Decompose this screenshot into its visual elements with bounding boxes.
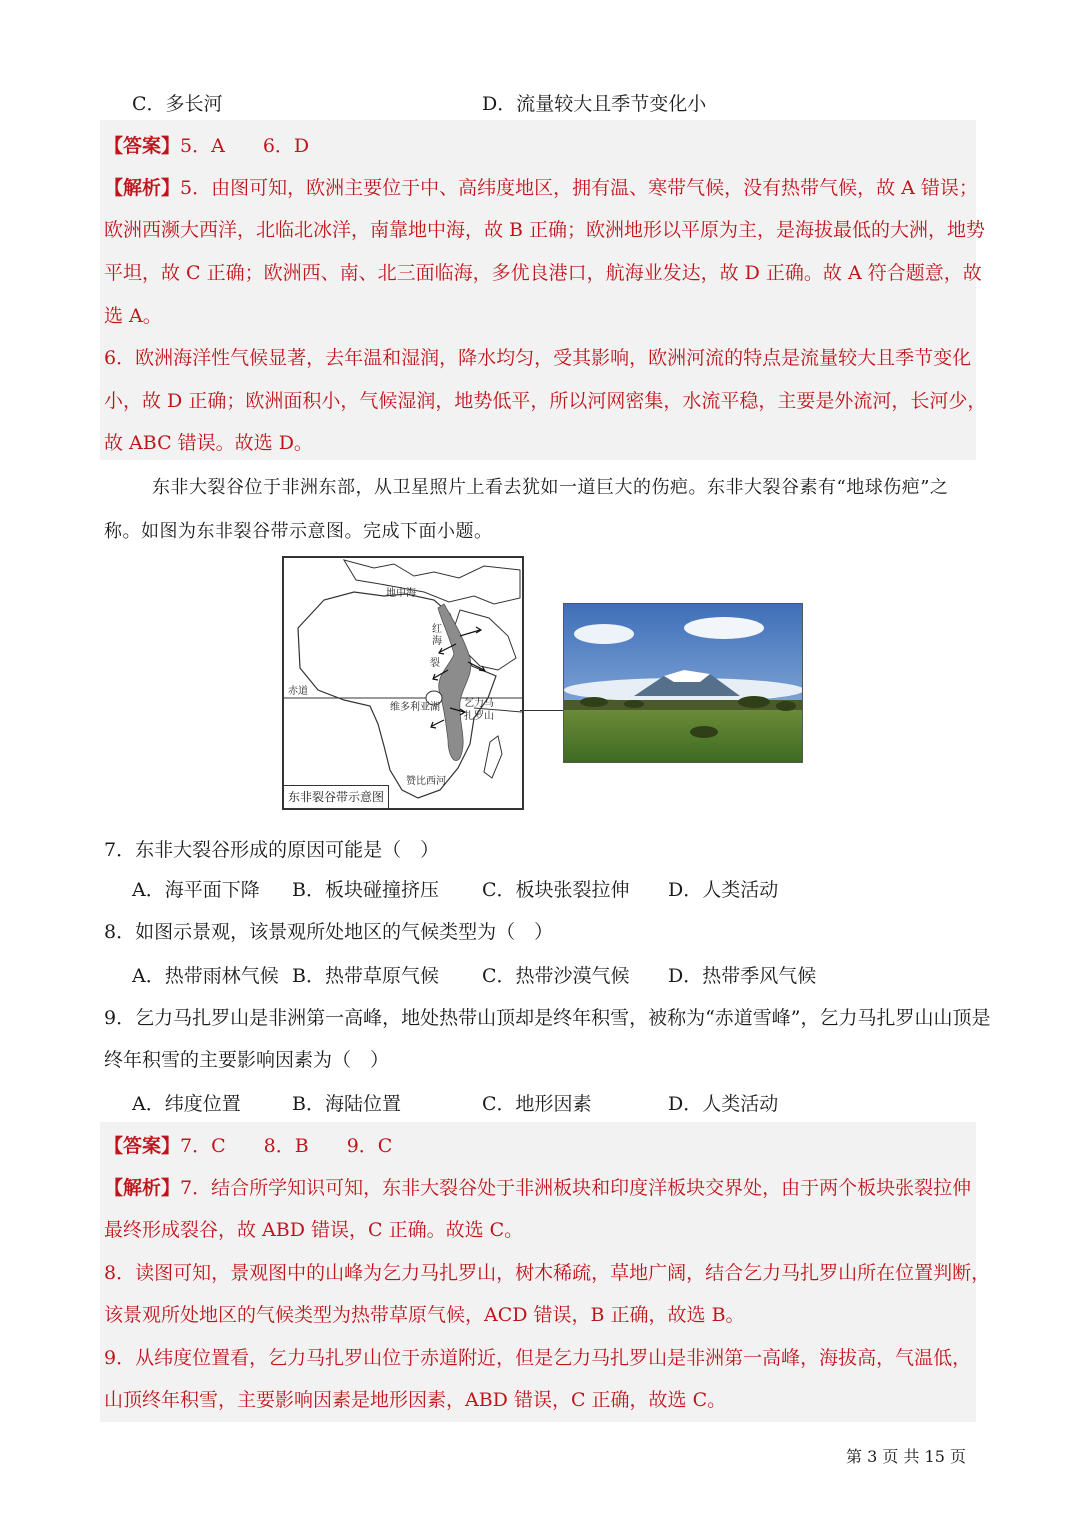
question-8-option-a: A．热带雨林气候 [132,965,279,987]
analysis-line: 故 ABC 错误。故选 D。 [104,432,313,454]
rift-label: 裂 [430,658,440,669]
question-7-option-a: A．海平面下降 [132,879,260,901]
passage-line: 东非大裂谷位于非洲东部，从卫星照片上看去犹如一道巨大的伤疤。东非大裂谷素有“地球伤疤”之 [152,477,949,498]
zambezi-label: 赞比西河 [406,776,446,787]
analysis-line: 欧洲西濒大西洋，北临北冰洋，南靠地中海，故 B 正确；欧洲地形以平原为主，是海拔最低的大洲，地势 [104,219,986,241]
rift-valley-map [282,556,524,810]
sea-char-label: 海 [432,636,442,647]
question-8-stem: 8．如图示景观，该景观所处地区的气候类型为（ ） [104,921,554,943]
answer-text: 5．A 6．D [180,135,310,157]
answer-text: 7．C 8．B 9．C [180,1135,393,1157]
answer-line-2 [104,1134,392,1158]
question-8-option-c: C．热带沙漠气候 [482,965,630,987]
question-8-option-d: D．热带季风气候 [668,965,817,987]
landscape-image [564,604,802,762]
analysis-line [104,1176,971,1200]
page-number: 第 3 页 共 15 页 [846,1447,966,1466]
question-9-stem: 9．乞力马扎罗山是非洲第一高峰，地处热带山顶却是终年积雪，被称为“赤道雪峰”，乞力马扎罗山山顶是 [104,1007,991,1029]
kilimanjaro-label-2: 扎罗山 [464,711,494,722]
kilimanjaro-photo [563,603,803,763]
question-7-option-c: C．板块张裂拉伸 [482,879,630,901]
answer-tag: 【答案】 [104,135,181,157]
question-7-option-d: D．人类活动 [668,879,779,901]
mediterranean-label: 地中海 [386,588,416,599]
option-c-prev: C．多长河 [132,93,223,115]
option-d-prev: D．流量较大且季节变化小 [482,93,707,115]
red-sea-label: 红 [432,624,442,635]
victoria-label: 维多利亚湖 [390,702,440,713]
passage-line: 称。如图为东非裂谷带示意图。完成下面小题。 [104,521,493,542]
question-8-option-b: B．热带草原气候 [292,965,439,987]
equator-label: 赤道 [288,686,308,697]
analysis-line: 6．欧洲海洋性气候显著，去年温和湿润，降水均匀，受其影响，欧洲河流的特点是流量较大且季节变化 [104,347,972,369]
analysis-line: 9．从纬度位置看，乞力马扎罗山位于赤道附近，但是乞力马扎罗山是非洲第一高峰，海拔高，气温低， [104,1347,972,1369]
question-7-stem: 7．东非大裂谷形成的原因可能是（ ） [104,839,440,861]
question-9-option-c: C．地形因素 [482,1093,592,1115]
analysis-line: 该景观所处地区的气候类型为热带草原气候，ACD 错误，B 正确，故选 B。 [104,1304,745,1326]
analysis-text: 5．由图可知，欧洲主要位于中、高纬度地区，拥有温、寒带气候，没有热带气候，故 A 错误； [180,177,978,199]
analysis-line [104,176,978,200]
kilimanjaro-label-1: 乞力马 [464,698,494,709]
analysis-tag: 【解析】 [104,1177,181,1199]
question-7-option-b: B．板块碰撞挤压 [292,879,439,901]
analysis-tag: 【解析】 [104,177,181,199]
answer-line-1 [104,134,309,158]
analysis-line: 选 A。 [104,305,162,327]
analysis-line: 8．读图可知，景观图中的山峰为乞力马扎罗山，树木稀疏，草地广阔，结合乞力马扎罗山所在位置判断， [104,1262,991,1284]
question-9-option-a: A．纬度位置 [132,1093,241,1115]
analysis-line: 平坦，故 C 正确；欧洲西、南、北三面临海，多优良港口，航海业发达，故 D 正确。故 A 符合题意，故 [104,262,982,284]
map-caption: 东非裂谷带示意图 [284,785,389,808]
question-9-option-b: B．海陆位置 [292,1093,401,1115]
connector-line [520,710,563,711]
answer-tag: 【答案】 [104,1135,181,1157]
question-9-stem: 终年积雪的主要影响因素为（ ） [104,1049,390,1071]
analysis-line: 小，故 D 正确；欧洲面积小，气候湿润，地势低平，所以河网密集，水流平稳，主要是外流河，长河少， [104,390,987,412]
analysis-text: 7．结合所学知识可知，东非大裂谷处于非洲板块和印度洋板块交界处，由于两个板块张裂拉伸 [180,1177,972,1199]
analysis-line: 山顶终年积雪，主要影响因素是地形因素，ABD 错误，C 正确，故选 C。 [104,1389,727,1411]
analysis-line: 最终形成裂谷，故 ABD 错误，C 正确。故选 C。 [104,1219,524,1241]
question-9-option-d: D．人类活动 [668,1093,779,1115]
